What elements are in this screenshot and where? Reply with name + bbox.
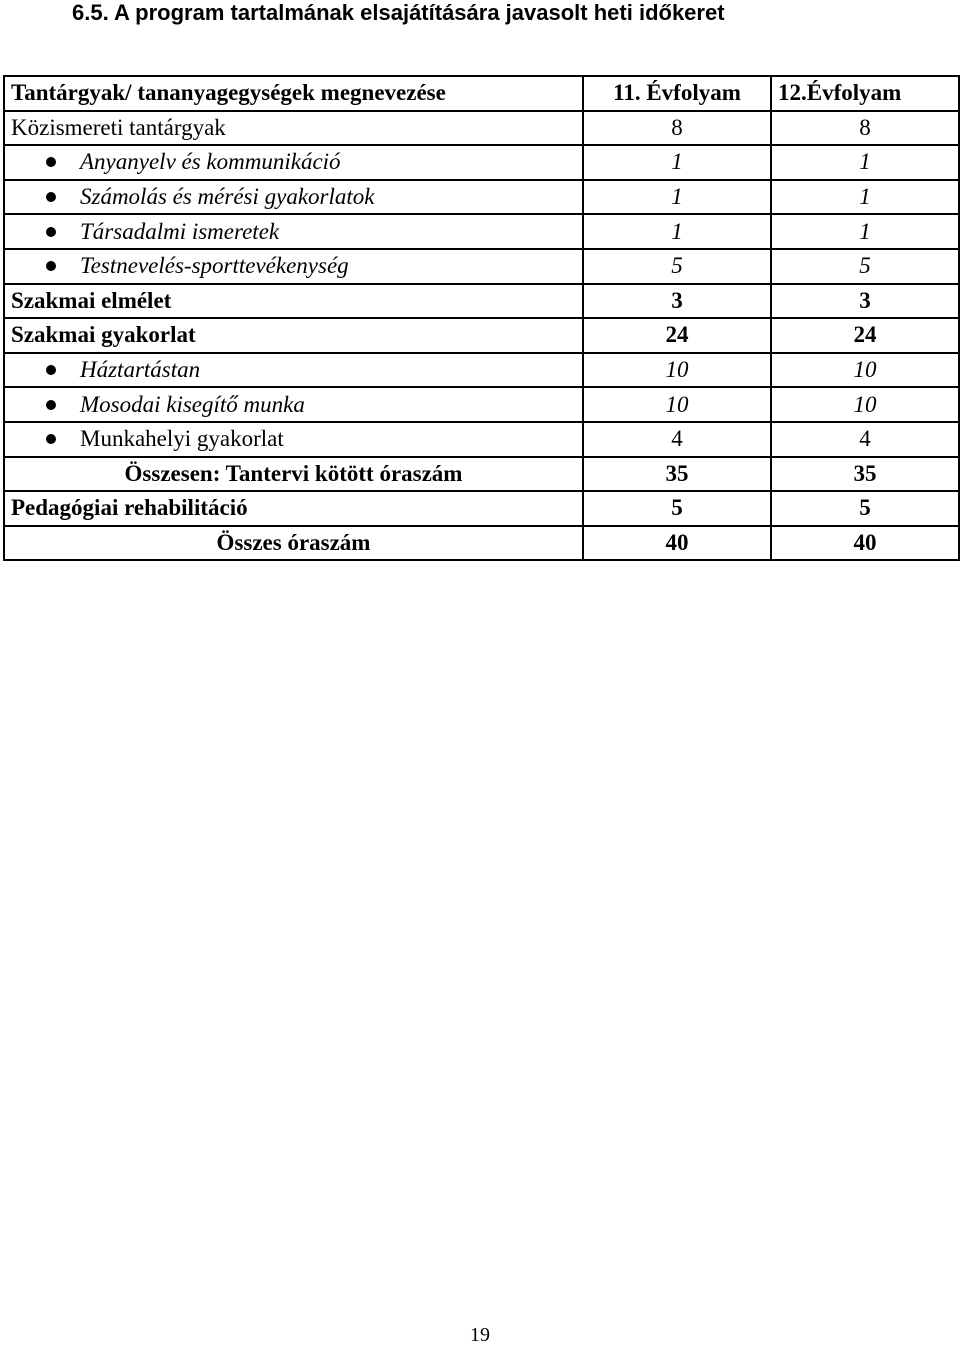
table-row (4, 284, 959, 319)
row-grade-12: 35 (771, 457, 959, 492)
table-row (4, 145, 959, 180)
table-row (4, 353, 959, 388)
row-label: Szakmai elmélet (4, 284, 583, 319)
table-row (4, 318, 959, 353)
table-row (4, 387, 959, 422)
row-grade-12: 10 (771, 353, 959, 388)
table-row (4, 422, 959, 457)
row-label: Háztartástan (80, 357, 201, 383)
table-header-row (4, 76, 959, 111)
table-row (4, 457, 959, 492)
row-grade-12: 5 (771, 491, 959, 526)
row-grade-12: 4 (771, 422, 959, 457)
row-label: Testnevelés-sporttevékenység (80, 253, 349, 279)
weekly-hours-table (3, 75, 960, 561)
row-grade-11: 35 (583, 457, 771, 492)
row-grade-11: 8 (583, 111, 771, 146)
bullet-icon (46, 434, 56, 444)
table-row (4, 491, 959, 526)
header-subject: Tantárgyak/ tananyagegységek megnevezése (4, 76, 583, 111)
row-label: Szakmai gyakorlat (4, 318, 583, 353)
row-grade-12: 24 (771, 318, 959, 353)
row-grade-12: 5 (771, 249, 959, 284)
page-number: 19 (470, 1324, 490, 1346)
table-row (4, 111, 959, 146)
row-grade-11: 1 (583, 214, 771, 249)
row-grade-11: 10 (583, 387, 771, 422)
section-heading: 6.5. A program tartalmának elsajátítására javasolt heti időkeret (72, 0, 725, 25)
row-label: Összes óraszám (4, 526, 583, 561)
bullet-icon (46, 192, 56, 202)
table-row (4, 526, 959, 561)
row-grade-11: 1 (583, 180, 771, 215)
row-grade-11: 24 (583, 318, 771, 353)
row-label: Közismereti tantárgyak (4, 111, 583, 146)
header-grade-11: 11. Évfolyam (583, 76, 771, 111)
row-label: Anyanyelv és kommunikáció (80, 149, 341, 175)
table-row (4, 214, 959, 249)
bullet-icon (46, 261, 56, 271)
row-grade-12: 8 (771, 111, 959, 146)
row-grade-11: 3 (583, 284, 771, 319)
row-grade-12: 1 (771, 214, 959, 249)
row-grade-12: 3 (771, 284, 959, 319)
row-grade-11: 1 (583, 145, 771, 180)
row-grade-11: 10 (583, 353, 771, 388)
bullet-icon (46, 400, 56, 410)
table-row (4, 249, 959, 284)
row-label: Számolás és mérési gyakorlatok (80, 184, 375, 210)
row-grade-12: 1 (771, 145, 959, 180)
row-grade-11: 5 (583, 249, 771, 284)
bullet-icon (46, 227, 56, 237)
row-label: Összesen: Tantervi kötött óraszám (4, 457, 583, 492)
bullet-icon (46, 157, 56, 167)
row-label: Társadalmi ismeretek (80, 218, 280, 244)
table-row (4, 180, 959, 215)
row-grade-11: 4 (583, 422, 771, 457)
row-grade-12: 1 (771, 180, 959, 215)
row-grade-12: 10 (771, 387, 959, 422)
bullet-icon (46, 365, 56, 375)
row-grade-12: 40 (771, 526, 959, 561)
row-label: Mosodai kisegítő munka (80, 391, 305, 417)
row-grade-11: 5 (583, 491, 771, 526)
row-grade-11: 40 (583, 526, 771, 561)
row-label: Pedagógiai rehabilitáció (4, 491, 583, 526)
row-label: Munkahelyi gyakorlat (80, 426, 284, 452)
header-grade-12: 12.Évfolyam (771, 76, 959, 111)
